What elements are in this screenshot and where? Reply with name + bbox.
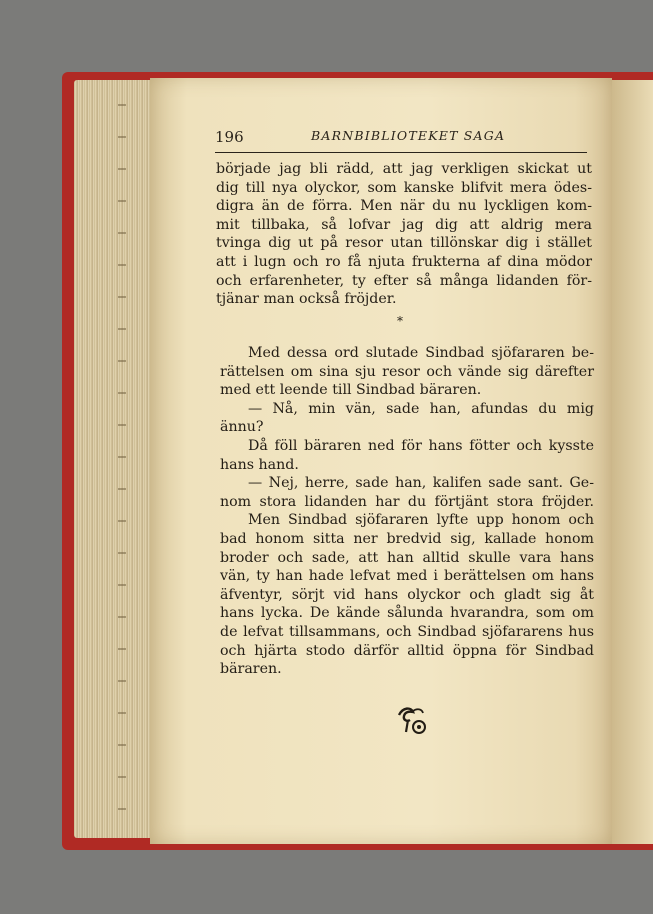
text-line: tjänar man också fröjder. xyxy=(216,291,397,308)
text-line: hans lycka. De kände sålunda hvarandra, som om xyxy=(220,605,594,622)
text-line: bad honom sitta ner bredvid sig, kallade honom xyxy=(220,530,594,547)
paragraph-1 xyxy=(216,160,592,309)
text-line: började jag bli rädd, att jag verkligen skickat ut xyxy=(216,161,592,177)
page-header xyxy=(215,126,587,153)
text-line: och erfarenheter, ty efter så många lidanden för- xyxy=(216,272,592,289)
running-title: BARNBIBLIOTEKET SAGA xyxy=(311,128,506,143)
page-edges xyxy=(74,80,154,838)
spine-marks xyxy=(118,90,126,830)
tailpiece-ornament-icon xyxy=(395,703,429,737)
text-line: ännu? xyxy=(220,419,264,436)
text-line: vän, ty han hade lefvat med i berättelsen om hans xyxy=(220,568,594,585)
text-line: — Nå, min vän, sade han, afundas du mig xyxy=(248,400,594,417)
text-line: Med dessa ord slutade Sindbad sjöfararen be- xyxy=(248,345,594,361)
text-line: med ett leende till Sindbad bäraren. xyxy=(220,382,482,399)
text-line: och hjärta stodo därför alltid öppna för Sindbad xyxy=(220,642,594,659)
page-number: 196 xyxy=(215,128,244,146)
text-line: digra än de förra. Men när du nu lyckligen kom- xyxy=(216,198,592,215)
facing-page xyxy=(612,80,653,844)
text-line: — Nej, herre, sade han, kalifen sade sant. Ge- xyxy=(248,475,594,492)
text-line: de lefvat tillsammans, och Sindbad sjöfararens hus xyxy=(220,623,594,640)
text-line: dig till nya olyckor, som kanske blifvit mera ödes- xyxy=(216,179,592,196)
text-line: att i lugn och ro få njuta frukterna af dina mödor xyxy=(216,253,592,270)
paragraph-2 xyxy=(220,344,594,679)
text-line: Då föll bäraren ned för hans fötter och kysste xyxy=(248,437,594,454)
section-separator: * xyxy=(397,314,403,328)
text-line: bäraren. xyxy=(220,661,282,678)
text-line: hans hand. xyxy=(220,456,299,473)
text-line: nom stora lidanden har du förtjänt stora fröjder. xyxy=(220,493,594,510)
text-line: Men Sindbad sjöfararen lyfte upp honom och xyxy=(248,512,594,529)
text-line: mit tillbaka, så lofvar jag dig att aldrig mera xyxy=(216,216,592,233)
text-line: äfventyr, sörjt vid hans olyckor och gladt sig åt xyxy=(220,586,594,603)
text-line: tvinga dig ut på resor utan tillönskar dig i stället xyxy=(216,235,592,252)
text-line: rättelsen om sina sju resor och vände sig därefter xyxy=(220,363,594,380)
text-line: broder och sade, att han alltid skulle vara hans xyxy=(220,549,594,566)
